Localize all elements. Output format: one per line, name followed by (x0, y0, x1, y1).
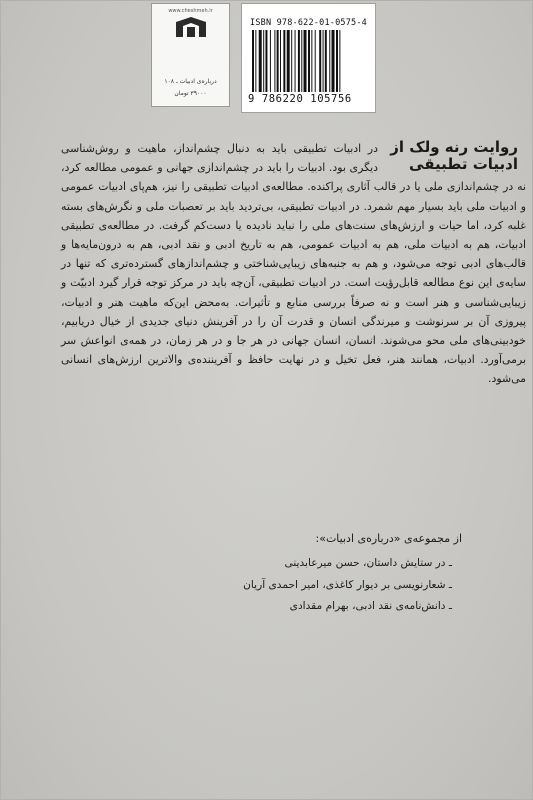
blurb-paragraph: در ادبیات تطبیقی باید به دنبال چشم‌انداز، ماهیت و روش‌شناسی دیگری بود. ادبیات را باید در چشم‌اندازی جهانی و عمومی مطالعه کرد، نه در چشم‌اندازی ملی یا در قالب آثاری پراکنده. مطالعه‌ی ادبیات تطبیقی را نیز، هم‌پای ادبیات عمومی و ادبیات ملی باید بسیار مهم شمرد. در ادبیات تطبیقی، بی‌تردید باید بر تعصبات ملی و نگرش‌های بسته غلبه کرد، اما حیات و ارزش‌های سنت‌های ملی را نباید نادیده یا دست‌کم گرفت. در مطالعه‌ی تطبیقی ادبیات، هم به ادبیات ملی، هم به ادبیات عمومی، هم به تاریخ ادبی و نقد ادبی، هم به درون‌مایه‌ها و قالب‌های ادبی توجه می‌شود، و هم به جنبه‌های زیبایی‌شناختی و چشم‌اندازهای گسترده‌تری که تنها در سایه‌ی این نوع مطالعه قابل‌رؤیت است. در ادبیات تطبیقی، آن‌چه باید در مرکز توجه قرار گیرد ادبیّت و زیبایی‌شناسی و هنر است و نه صرفاً بررسی منابع و تأثیرات. به‌محض این‌که ماهیت هنر و ادبیات، پیروزی آن بر سرنوشت و میرندگی انسان و قدرت آن را در آفرینش دنیای جدیدی از خیال دریابیم، خودبینی‌های ملی محو می‌شوند. انسان، انسان جهانی در هر جا و در هر زمان، در همه‌ی انواعش سر برمی‌آورد. ادبیات، همانند هنر، فعل تخیل و در نهایت حافظ و آفریننده‌ی والاترین ارزش‌های انسانی می‌شود. (61, 142, 526, 386)
barcode-bar (263, 30, 264, 92)
barcode-bar (252, 30, 254, 92)
barcode-digits: 9 786220 105756 (248, 93, 352, 105)
barcode-bar (332, 30, 335, 92)
list-item: ـ در ستایش داستان، حسن میرعابدینی (284, 557, 452, 569)
barcode-bar (325, 30, 327, 92)
barcode-bars (251, 30, 369, 92)
barcode-bar (298, 30, 300, 92)
price-label: ۳۹۰۰۰ تومان (174, 90, 207, 97)
list-item: ـ دانش‌نامه‌ی نقد ادبی، بهرام مقدادی (289, 600, 452, 612)
publisher-box (151, 3, 230, 107)
publisher-url: www.cheshmeh.ir (168, 8, 213, 14)
barcode-bar (339, 30, 340, 92)
barcode-bar (280, 30, 281, 92)
barcode-bar (295, 30, 296, 92)
barcode-bar (270, 30, 271, 92)
barcode-bar (283, 30, 285, 92)
list-item: ـ شعارنویسی بر دیوار کاغذی، امیر احمدی آریان (243, 578, 452, 591)
barcode-bar (323, 30, 324, 92)
barcode-bar (319, 30, 321, 92)
barcode-bar (311, 30, 312, 92)
barcode-bar (308, 30, 310, 92)
barcode-bar (336, 30, 338, 92)
barcode-bar (301, 30, 302, 92)
barcode-bar (291, 30, 292, 92)
barcode-bar (265, 30, 267, 92)
barcode-bar (329, 30, 330, 92)
series-list (243, 553, 452, 618)
barcode-bar (287, 30, 290, 92)
book-title: روایت رنه ولک از ادبیات تطبیقی (390, 138, 518, 173)
barcode-box (241, 3, 376, 113)
blurb-text (61, 139, 526, 389)
barcode-bar (277, 30, 279, 92)
barcode-bar (315, 30, 316, 92)
series-heading: از مجموعه‌ی «درباره‌ی ادبیات»: (315, 532, 462, 545)
publisher-series-line: درباره‌ی ادبیات ـ ۱۰۸ (164, 78, 217, 85)
barcode-bar (274, 30, 275, 92)
cheshmeh-logo-icon (174, 16, 208, 38)
isbn-label: ISBN 978-622-01-0575-4 (250, 18, 367, 28)
barcode-bar (304, 30, 307, 92)
barcode-bar (259, 30, 262, 92)
barcode-bar (255, 30, 256, 92)
